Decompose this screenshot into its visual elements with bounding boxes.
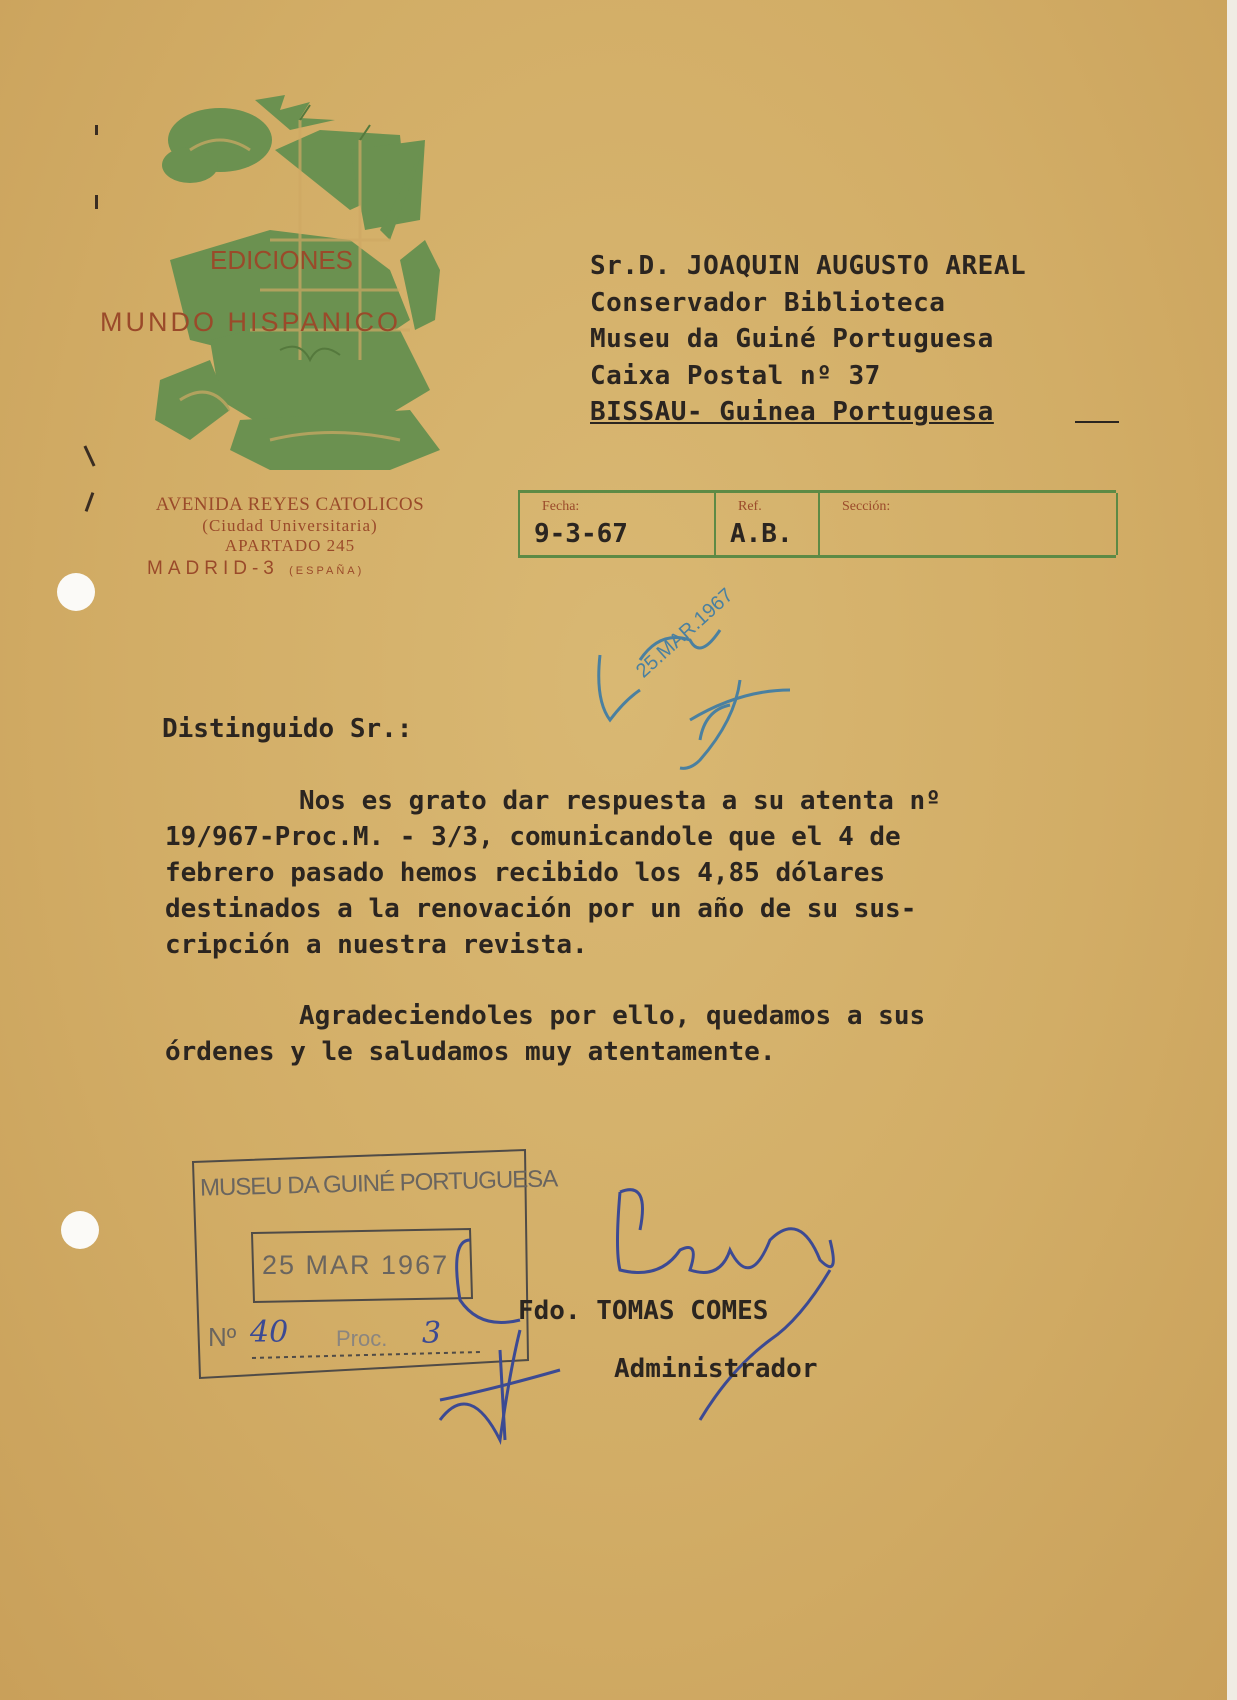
paragraph-line: Agradeciendoles por ello, quedamos a sus xyxy=(299,1001,926,1031)
fecha-value: 9-3-67 xyxy=(534,519,628,549)
letter-paragraph-1 xyxy=(165,783,941,963)
paragraph-line: febrero pasado hemos recibido los 4,85 dólares xyxy=(165,858,886,888)
recipient-city: BISSAU- Guinea Portuguesa xyxy=(590,397,994,427)
ref-value: A.B. xyxy=(730,519,793,549)
museum-stamp-proc-value: 3 xyxy=(422,1316,442,1351)
letter-paragraph-2 xyxy=(165,998,925,1070)
museum-stamp-date: 25 MAR 1967 xyxy=(262,1250,450,1280)
received-date-stamp: 25.MAR.1967 xyxy=(632,584,738,683)
museum-stamp-proc-label: Proc. xyxy=(336,1326,388,1351)
recipient-po-box: Caixa Postal nº 37 xyxy=(590,360,881,391)
address-district: (Ciudad Universitaria) xyxy=(202,516,378,535)
seccion-label: Sección: xyxy=(842,499,891,514)
paragraph-line: órdenes y le saludamos muy atentamente. xyxy=(165,1037,776,1067)
fecha-label: Fecha: xyxy=(542,499,580,514)
museum-stamp-number-label: Nº xyxy=(208,1322,237,1352)
ref-label: Ref. xyxy=(738,499,762,514)
received-initials-scribble xyxy=(599,630,790,768)
paragraph-line: 19/967-Proc.M. - 3/3, comunicandole que el 4 de xyxy=(165,822,901,852)
publisher-name-line2: MUNDO HISPANICO xyxy=(100,307,402,337)
recipient-name: Sr.D. JOAQUIN AUGUSTO AREAL xyxy=(590,251,1027,281)
signature-block xyxy=(518,1282,818,1398)
paragraph-line: destinados a la renovación por un año de su sus- xyxy=(165,894,917,924)
signatory-name: Fdo. TOMAS COMES xyxy=(518,1296,769,1326)
paragraph-line: cripción a nuestra revista. xyxy=(165,930,588,960)
recipient-institution: Museu da Guiné Portuguesa xyxy=(590,324,994,354)
address-po-box: APARTADO 245 xyxy=(224,536,356,555)
country-name: (ESPAÑA) xyxy=(289,565,365,577)
publisher-name-line1: EDICIONES xyxy=(210,245,354,275)
museum-stamp-title: MUSEU DA GUINÉ PORTUGUESA xyxy=(199,1165,558,1202)
address-street: AVENIDA REYES CATOLICOS xyxy=(155,494,425,515)
paragraph-line: Nos es grato dar respuesta a su atenta nº xyxy=(299,786,941,816)
salutation: Distinguido Sr.: xyxy=(162,714,413,744)
recipient-title: Conservador Biblioteca xyxy=(590,287,946,318)
city-name: MADRID-3 xyxy=(147,558,279,579)
signatory-role: Administrador xyxy=(614,1354,818,1384)
museum-stamp-number-value: 40 xyxy=(250,1315,289,1350)
